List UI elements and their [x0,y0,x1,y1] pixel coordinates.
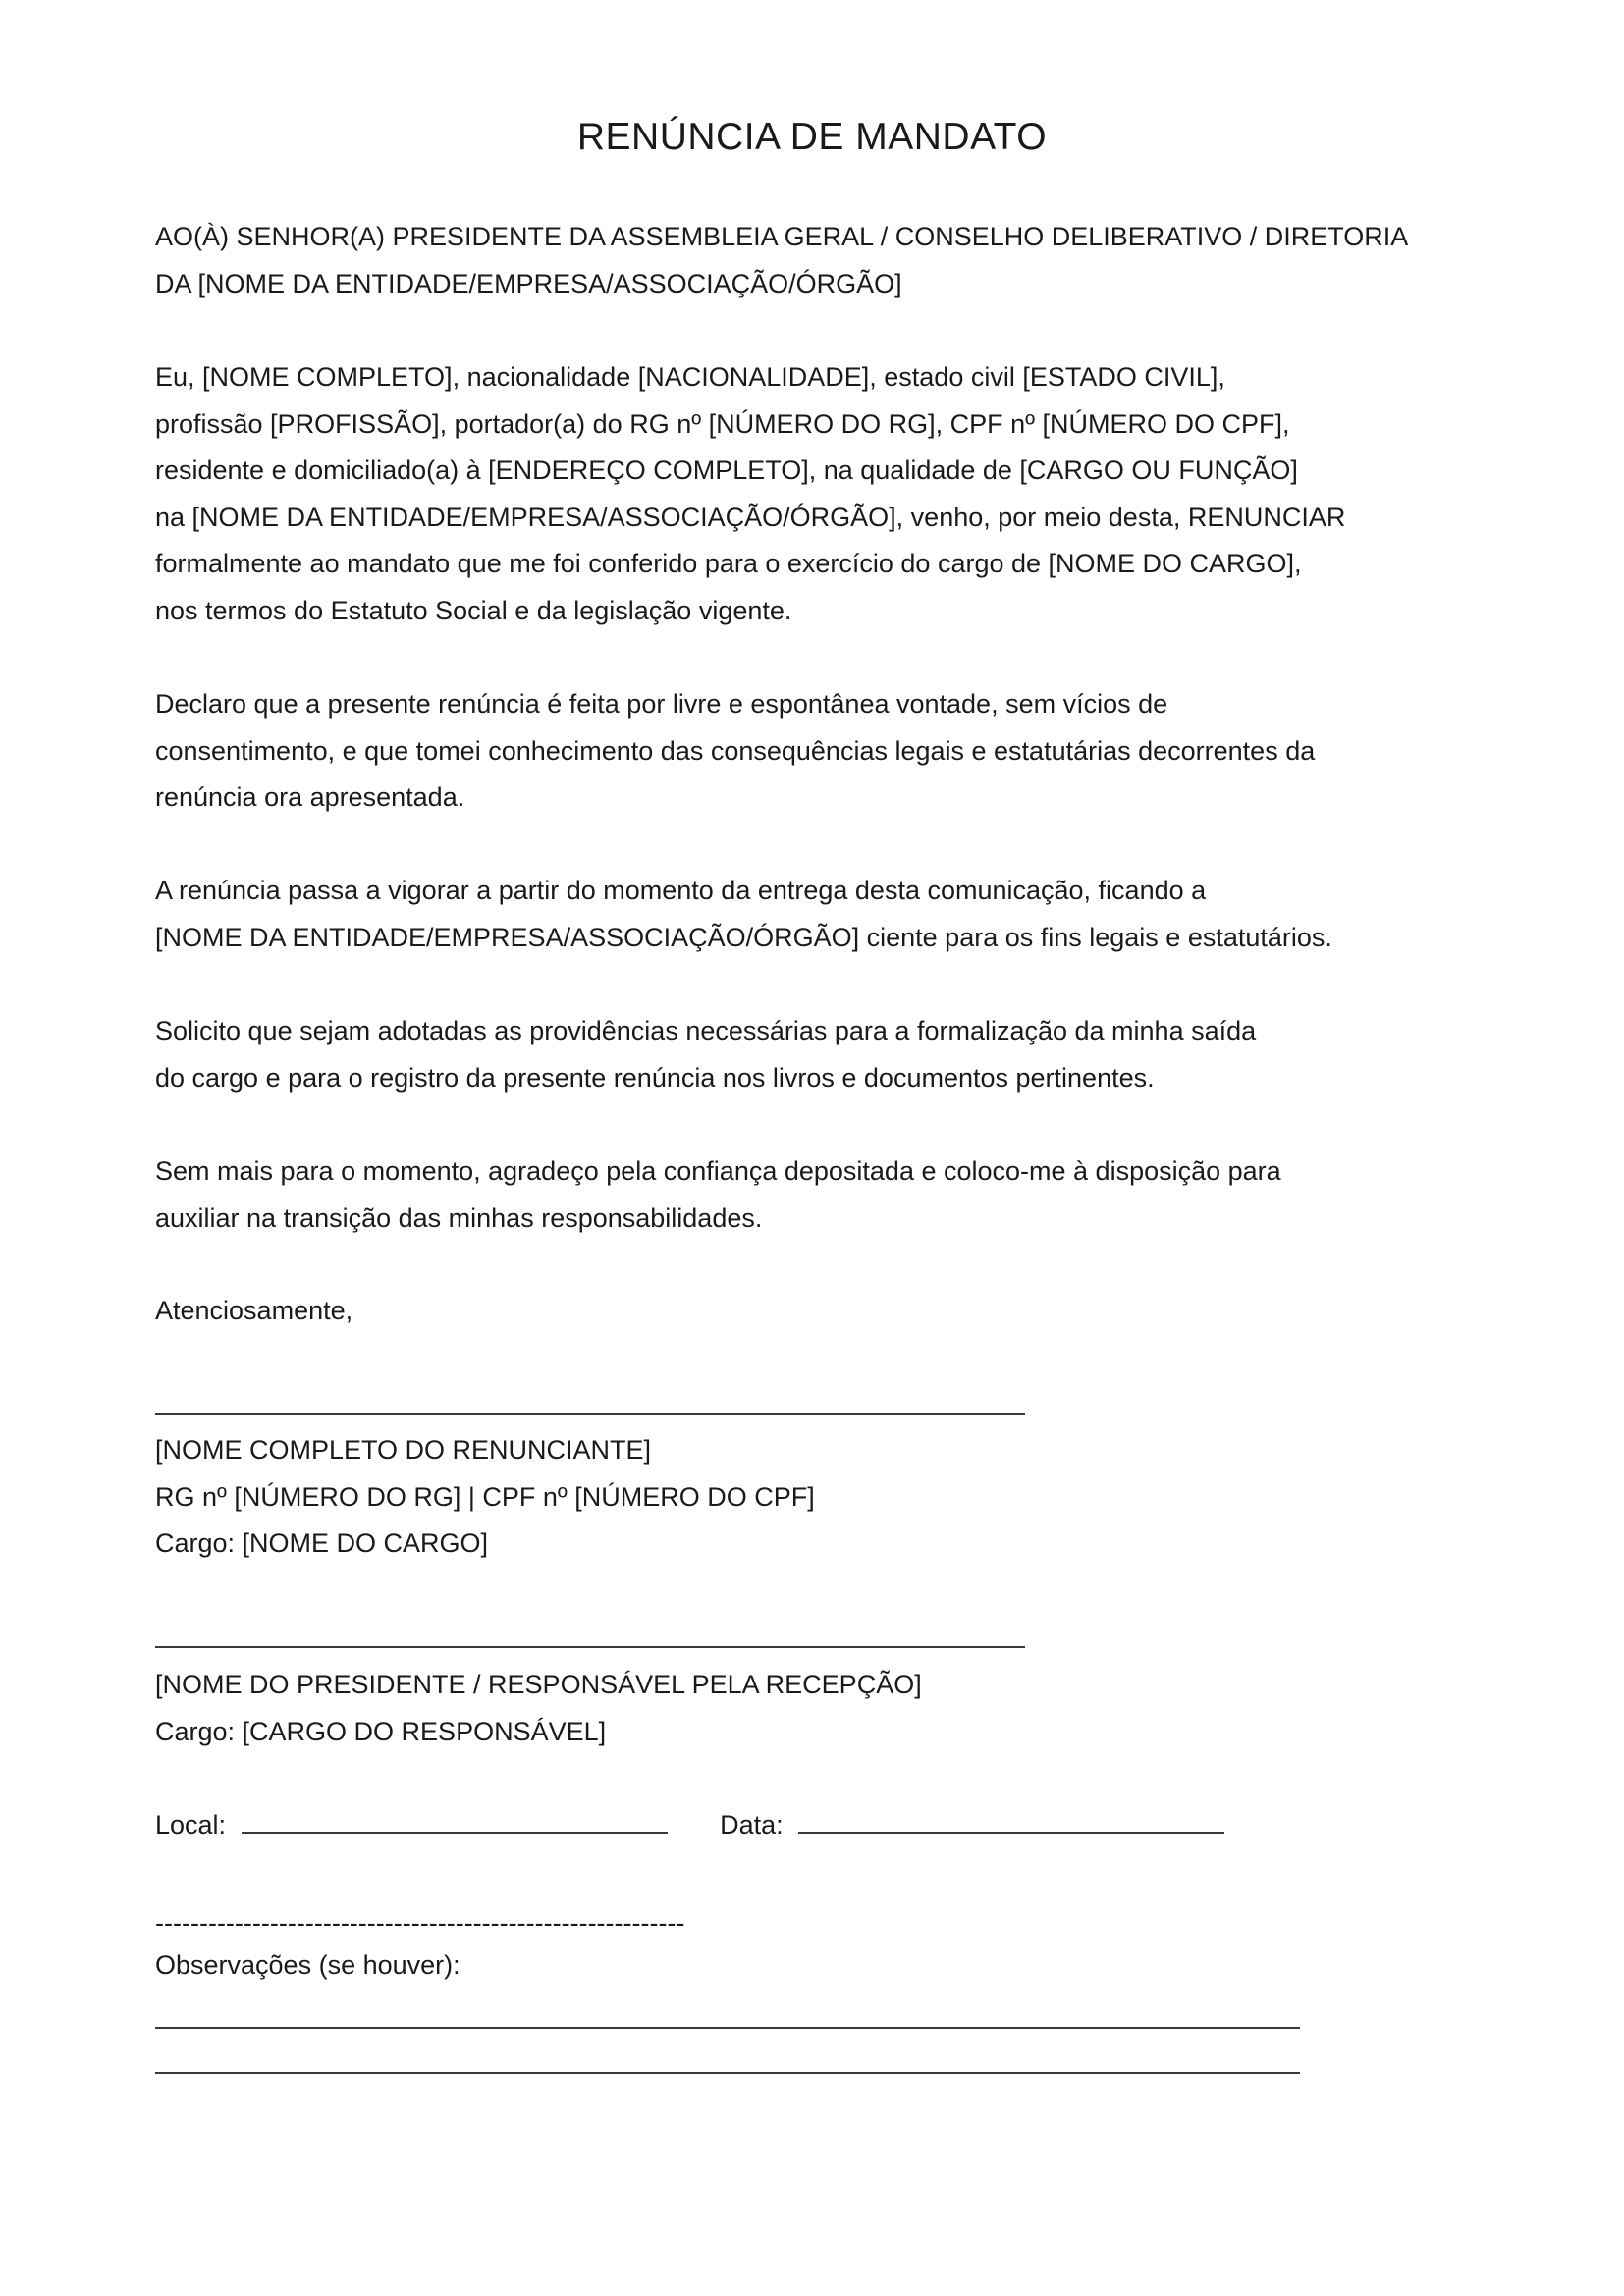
paragraph-line: profissão [PROFISSÃO], portador(a) do RG nº [NÚMERO DO RG], CPF nº [NÚMERO DO CPF], [155,408,1290,439]
paragraph-free-will [155,681,1530,822]
paragraph-line: nos termos do Estatuto Social e da legislação vigente. [155,595,792,625]
paragraph-line: do cargo e para o registro da presente renúncia nos livros e documentos pertinentes. [155,1062,1155,1093]
paragraph-line: na [NOME DA ENTIDADE/EMPRESA/ASSOCIAÇÃO/ÓRGÃO], venho, por meio desta, RENUNCIAR [155,502,1346,532]
signature-text: RG nº [NÚMERO DO RG] | CPF nº [NÚMERO DO CPF] [155,1481,815,1512]
paragraph-line: Sem mais para o momento, agradeço pela confiança depositada e coloco-me à disposição para [155,1156,1281,1186]
local-label: Local: [155,1810,227,1840]
observations-line[interactable] [155,2027,1300,2029]
paragraph-line: Declaro que a presente renúncia é feita por livre e espontânea vontade, sem vícios de [155,689,1168,719]
observations-label: Observações (se houver): [155,1950,460,1980]
paragraph-line: renúncia ora apresentada. [155,782,465,812]
closing: Atenciosamente, [155,1296,353,1325]
paragraph-line: Eu, [NOME COMPLETO], nacionalidade [NACIONALIDADE], estado civil [ESTADO CIVIL], [155,362,1225,392]
paragraph-line: consentimento, e que tomei conhecimento das consequências legais e estatutárias decorrentes da [155,735,1316,766]
signature-text: Cargo: [NOME DO CARGO] [155,1528,489,1558]
paragraph-line: [NOME DA ENTIDADE/EMPRESA/ASSOCIAÇÃO/ÓRGÃO] ciente para os fins legais e estatutários. [155,922,1332,952]
signature-text: [NOME DO PRESIDENTE / RESPONSÁVEL PELA RECEPÇÃO] [155,1670,922,1699]
paragraph-effect [155,868,1530,961]
paragraph-request [155,1008,1530,1101]
separator-line: ------------------------------------------------------------ [155,1908,685,1938]
signature-line-receiver [155,1646,1025,1648]
signature-block-receiver [155,1662,1530,1755]
addressee-line: AO(À) SENHOR(A) PRESIDENTE DA ASSEMBLEIA GERAL / CONSELHO DELIBERATIVO / DIRETORIA [155,222,1409,251]
signature-block-renunciante [155,1427,1530,1568]
paragraph-line: Solicito que sejam adotadas as providências necessárias para a formalização da minha saída [155,1016,1257,1045]
paragraph-line: A renúncia passa a vigorar a partir do momento da entrega desta comunicação, ficando a [155,876,1207,905]
date-label: Data: [720,1810,784,1840]
signature-text: Cargo: [CARGO DO RESPONSÁVEL] [155,1716,607,1746]
paragraph-line: residente e domiciliado(a) à [ENDEREÇO COMPLETO], na qualidade de [CARGO OU FUNÇÃO] [155,455,1298,485]
local-field[interactable] [242,1808,668,1834]
paragraph-thanks [155,1148,1530,1242]
paragraph-line: formalmente ao mandato que me foi conferido para o exercício do cargo de [NOME DO CARGO], [155,549,1302,578]
addressee-line: DA [NOME DA ENTIDADE/EMPRESA/ASSOCIAÇÃO/ÓRGÃO] [155,268,902,298]
signature-line-renunciante [155,1413,1025,1415]
paragraph-declaration [155,354,1530,634]
document-title: RENÚNCIA DE MANDATO [576,116,1048,158]
paragraph-line: auxiliar na transição das minhas responsabilidades. [155,1202,763,1233]
signature-text: [NOME COMPLETO DO RENUNCIANTE] [155,1435,652,1465]
local-date-row [155,1802,1530,1849]
date-field[interactable] [798,1808,1224,1834]
addressee-block [155,214,1530,307]
observations-line[interactable] [155,2072,1300,2074]
